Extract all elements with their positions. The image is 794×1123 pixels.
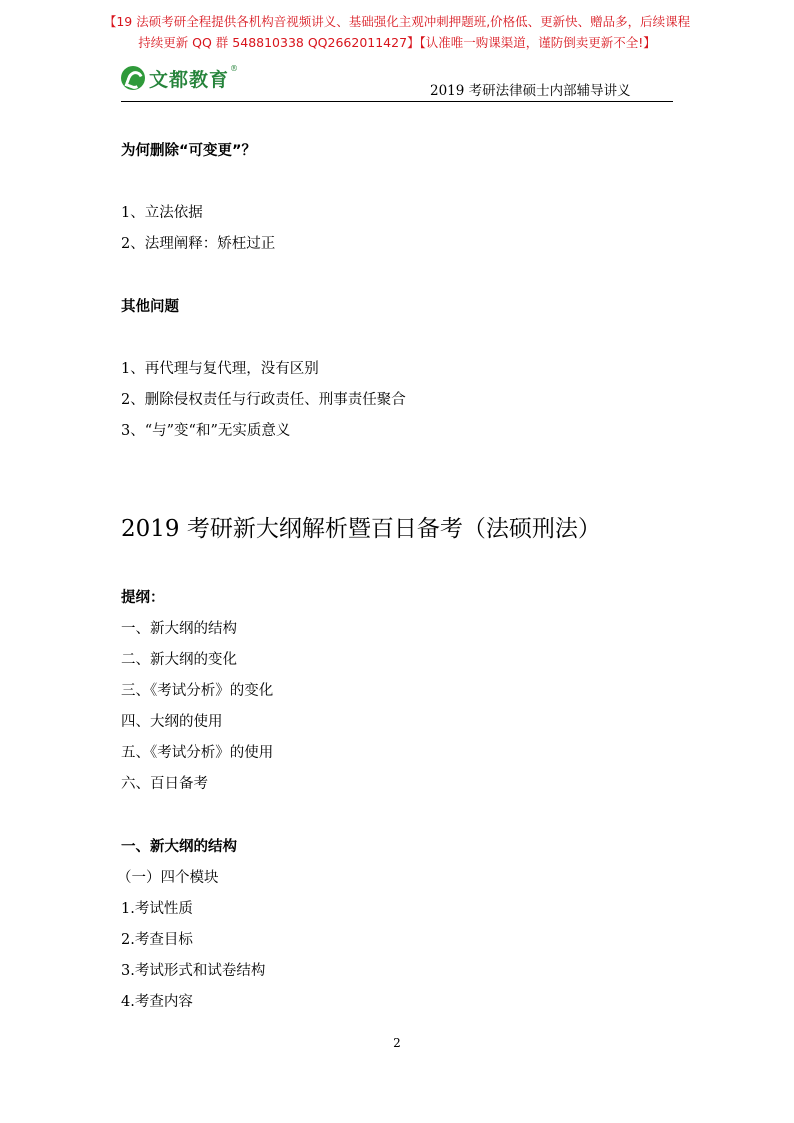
outline-heading: 提纲： <box>121 590 165 606</box>
running-header-title: 2019 考研法律硕士内部辅导讲义 <box>430 83 631 99</box>
list-item: 1、立法依据 <box>121 205 203 221</box>
outline-item: 四、大纲的使用 <box>121 714 223 730</box>
outline-item: 二、新大纲的变化 <box>121 652 237 668</box>
list-item: 2、法理阐释：矫枉过正 <box>121 236 276 252</box>
document-main-title: 2019 考研新大纲解析暨百日备考（法硕刑法） <box>121 516 601 542</box>
brand-logo-icon <box>121 66 145 90</box>
brand-logo <box>121 64 238 92</box>
subheading-four-modules: （一）四个模块 <box>117 870 219 886</box>
outline-item: 三、《考试分析》的变化 <box>121 683 274 699</box>
outline-item: 六、百日备考 <box>121 776 208 792</box>
list-item: 3、“与”变“和”无实质意义 <box>121 423 291 439</box>
list-item: 1.考试性质 <box>121 901 193 917</box>
promo-banner-line-1: 【19 法硕考研全程提供各机构音视频讲义、基础强化主观冲刺押题班,价格低、更新快、赠品多，后续课程 <box>103 14 691 29</box>
list-item: 2、删除侵权责任与行政责任、刑事责任聚合 <box>121 392 406 408</box>
part-heading-structure: 一、新大纲的结构 <box>121 839 237 855</box>
list-item: 4.考查内容 <box>121 994 193 1010</box>
section-heading-why-delete: 为何删除“可变更”？ <box>121 143 257 159</box>
list-item: 1、再代理与复代理，没有区别 <box>121 361 319 377</box>
registered-mark: ® <box>230 63 239 73</box>
header-divider <box>121 101 673 102</box>
section-heading-other-issues: 其他问题 <box>121 299 179 315</box>
list-item: 3.考试形式和试卷结构 <box>121 963 266 979</box>
outline-item: 五、《考试分析》的使用 <box>121 745 274 761</box>
list-item: 2.考查目标 <box>121 932 193 948</box>
page-number: 2 <box>393 1036 401 1050</box>
outline-item: 一、新大纲的结构 <box>121 621 237 637</box>
brand-logo-text: 文都教育 <box>149 68 230 91</box>
promo-banner-line-2: 持续更新 QQ 群 548810338 QQ2662011427】【认准唯一购课渠道，谨防倒卖更新不全!】 <box>138 35 656 50</box>
